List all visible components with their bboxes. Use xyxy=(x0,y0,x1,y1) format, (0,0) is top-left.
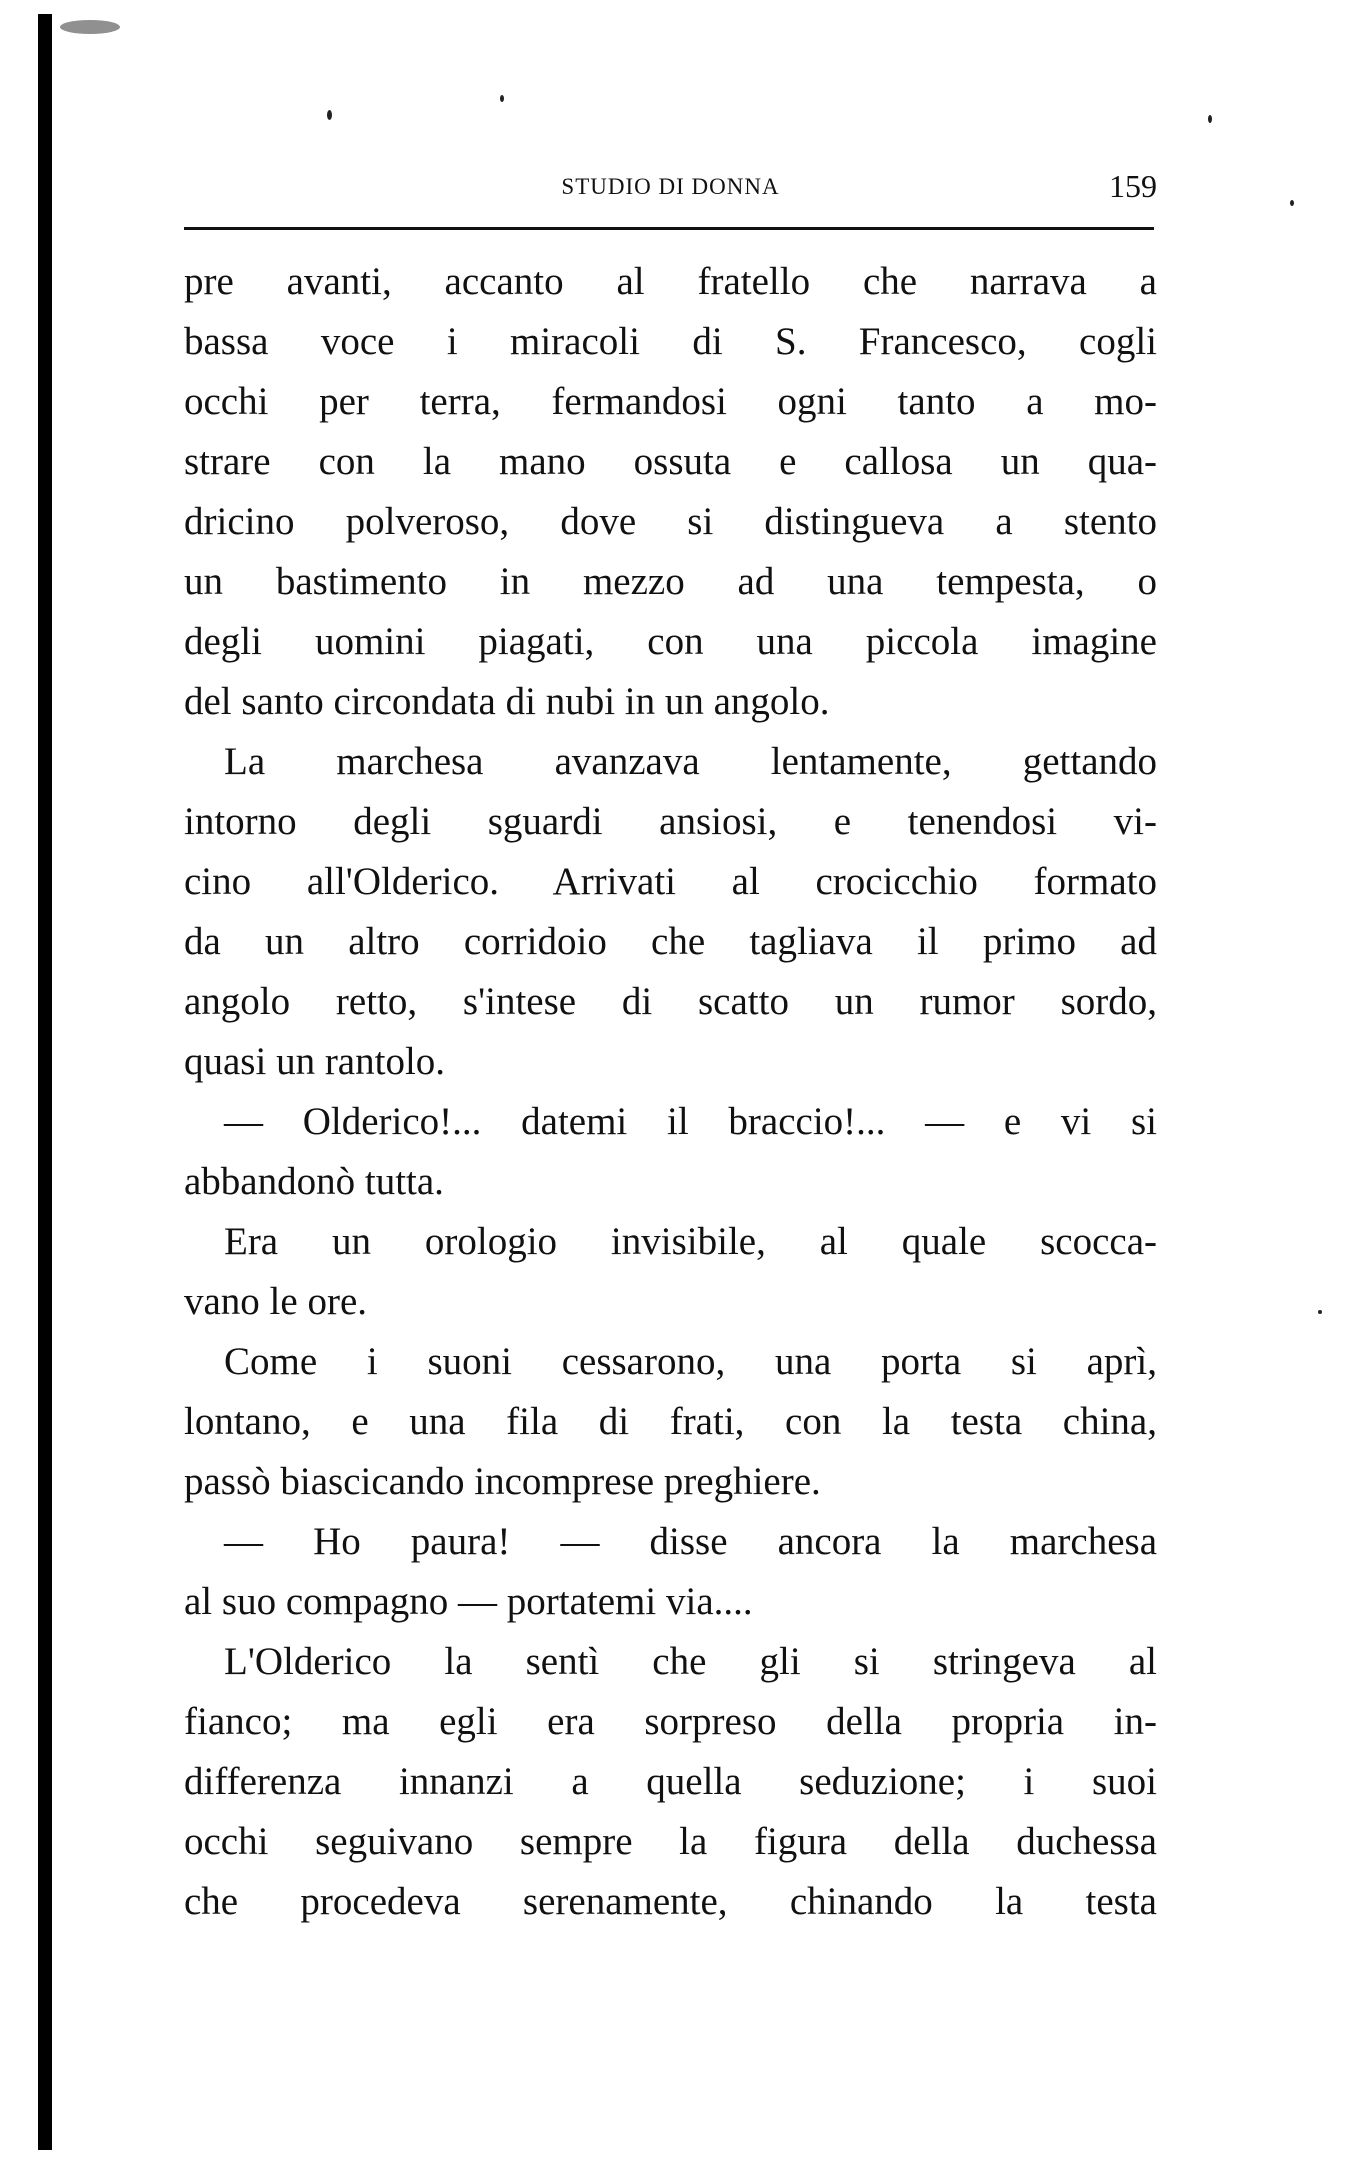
scan-noise xyxy=(500,95,504,102)
text-line: un bastimento in mezzo ad una tempesta, o xyxy=(184,560,1157,603)
text-line: che procedeva serenamente, chinando la testa xyxy=(184,1880,1157,1923)
text-line: abbandonò tutta. xyxy=(184,1160,444,1203)
text-line: intorno degli sguardi ansiosi, e tenendosi vi- xyxy=(184,800,1157,843)
text-line: vano le ore. xyxy=(184,1280,368,1323)
text-line: dricino polveroso, dove si distingueva a stento xyxy=(184,500,1157,543)
page-header xyxy=(184,168,1157,208)
scan-noise xyxy=(1290,200,1294,206)
scan-noise xyxy=(60,20,120,34)
text-line: — Ho paura! — disse ancora la marchesa xyxy=(224,1520,1157,1563)
text-line: La marchesa avanzava lentamente, gettando xyxy=(224,740,1157,783)
page-number: 159 xyxy=(1109,168,1157,204)
text-line: fianco; ma egli era sorpreso della propria in- xyxy=(184,1700,1157,1743)
text-line: lontano, e una fila di frati, con la testa china, xyxy=(184,1400,1157,1443)
text-line: differenza innanzi a quella seduzione; i suoi xyxy=(184,1760,1157,1803)
body-text xyxy=(184,252,1157,1932)
text-line: — Olderico!... datemi il braccio!... — e vi si xyxy=(224,1100,1157,1143)
scan-noise xyxy=(327,110,332,120)
text-line: degli uomini piagati, con una piccola imagine xyxy=(184,620,1157,663)
text-line: L'Olderico la sentì che gli si stringeva al xyxy=(224,1640,1157,1683)
scan-noise xyxy=(1208,115,1212,123)
text-line: quasi un rantolo. xyxy=(184,1040,446,1083)
text-line: bassa voce i miracoli di S. Francesco, cogli xyxy=(184,320,1157,363)
running-title: STUDIO DI DONNA xyxy=(561,174,780,199)
text-line: al suo compagno — portatemi via.... xyxy=(184,1580,753,1623)
text-line: angolo retto, s'intese di scatto un rumor sordo, xyxy=(184,980,1157,1023)
text-line: occhi seguivano sempre la figura della duchessa xyxy=(184,1820,1157,1863)
text-line: cino all'Olderico. Arrivati al crocicchio formato xyxy=(184,860,1157,903)
text-line: passò biascicando incomprese preghiere. xyxy=(184,1460,821,1503)
text-line: pre avanti, accanto al fratello che narrava a xyxy=(184,260,1157,303)
scan-binding-edge xyxy=(38,14,52,2150)
text-line: Come i suoni cessarono, una porta si aprì, xyxy=(224,1340,1157,1383)
text-line: da un altro corridoio che tagliava il primo ad xyxy=(184,920,1157,963)
scan-noise xyxy=(1318,1310,1322,1314)
text-line: strare con la mano ossuta e callosa un qua- xyxy=(184,440,1157,483)
text-line: Era un orologio invisibile, al quale scocca- xyxy=(224,1220,1157,1263)
header-rule xyxy=(184,227,1154,230)
text-line: occhi per terra, fermandosi ogni tanto a mo- xyxy=(184,380,1157,423)
text-line: del santo circondata di nubi in un angolo. xyxy=(184,680,830,723)
